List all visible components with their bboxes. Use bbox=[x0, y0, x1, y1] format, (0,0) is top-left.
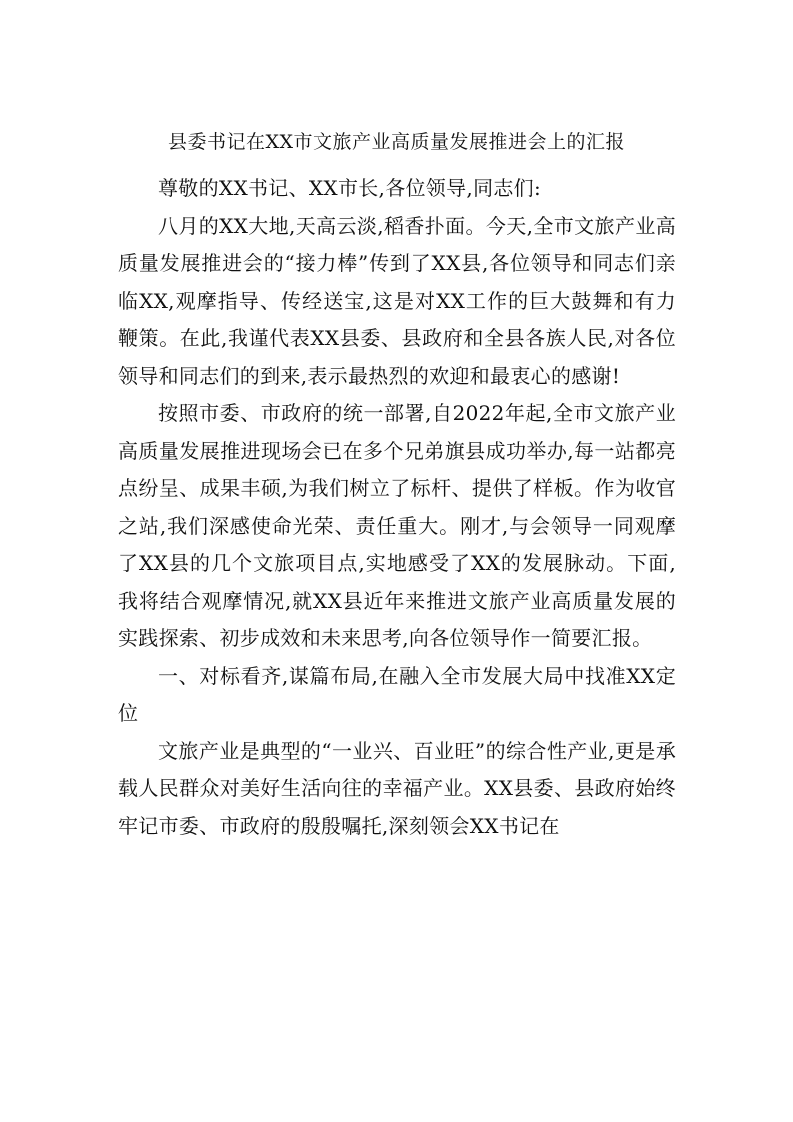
document-title: 县委书记在XX市文旅产业高质量发展推进会上的汇报 bbox=[167, 131, 626, 153]
document-body bbox=[118, 170, 676, 845]
paragraph-salutation: 尊敬的XX书记、XX市长,各位领导,同志们: bbox=[158, 176, 542, 200]
section-heading-1: 一、对标看齐,谋篇布局,在融入全市发展大局中找准XX定位 bbox=[118, 663, 676, 725]
paragraph-section-1: 文旅产业是典型的“一业兴、百业旺”的综合性产业,更是承载人民群众对美好生活向往的幸福产业。XX县委、县政府始终牢记市委、市政府的殷殷嘱托,深刻领会XX书记在 bbox=[118, 738, 676, 838]
paragraph-background: 按照市委、市政府的统一部署,自2022年起,全市文旅产业高质量发展推进现场会已在多个兄弟旗县成功举办,每一站都亮点纷呈、成果丰硕,为我们树立了标杆、提供了样板。作为收官之站,我们深感使命光荣、责任重大。刚才,与会领导一同观摩了XX县的几个文旅项目点,实地感受了XX的发展脉动。下面,我将结合观摩情况,就XX县近年来推进文旅产业高质量发展的实践探索、初步成效和未来思考,向各位领导作一简要汇报。 bbox=[118, 401, 676, 650]
paragraph-welcome: 八月的XX大地,天高云淡,稻香扑面。今天,全市文旅产业高质量发展推进会的“接力棒”传到了XX县,各位领导和同志们亲临XX,观摩指导、传经送宝,这是对XX工作的巨大鼓舞和有力鞭策。在此,我谨代表XX县委、县政府和全县各族人民,对各位领导和同志们的到来,表示最热烈的欢迎和最衷心的感谢! bbox=[118, 213, 676, 388]
